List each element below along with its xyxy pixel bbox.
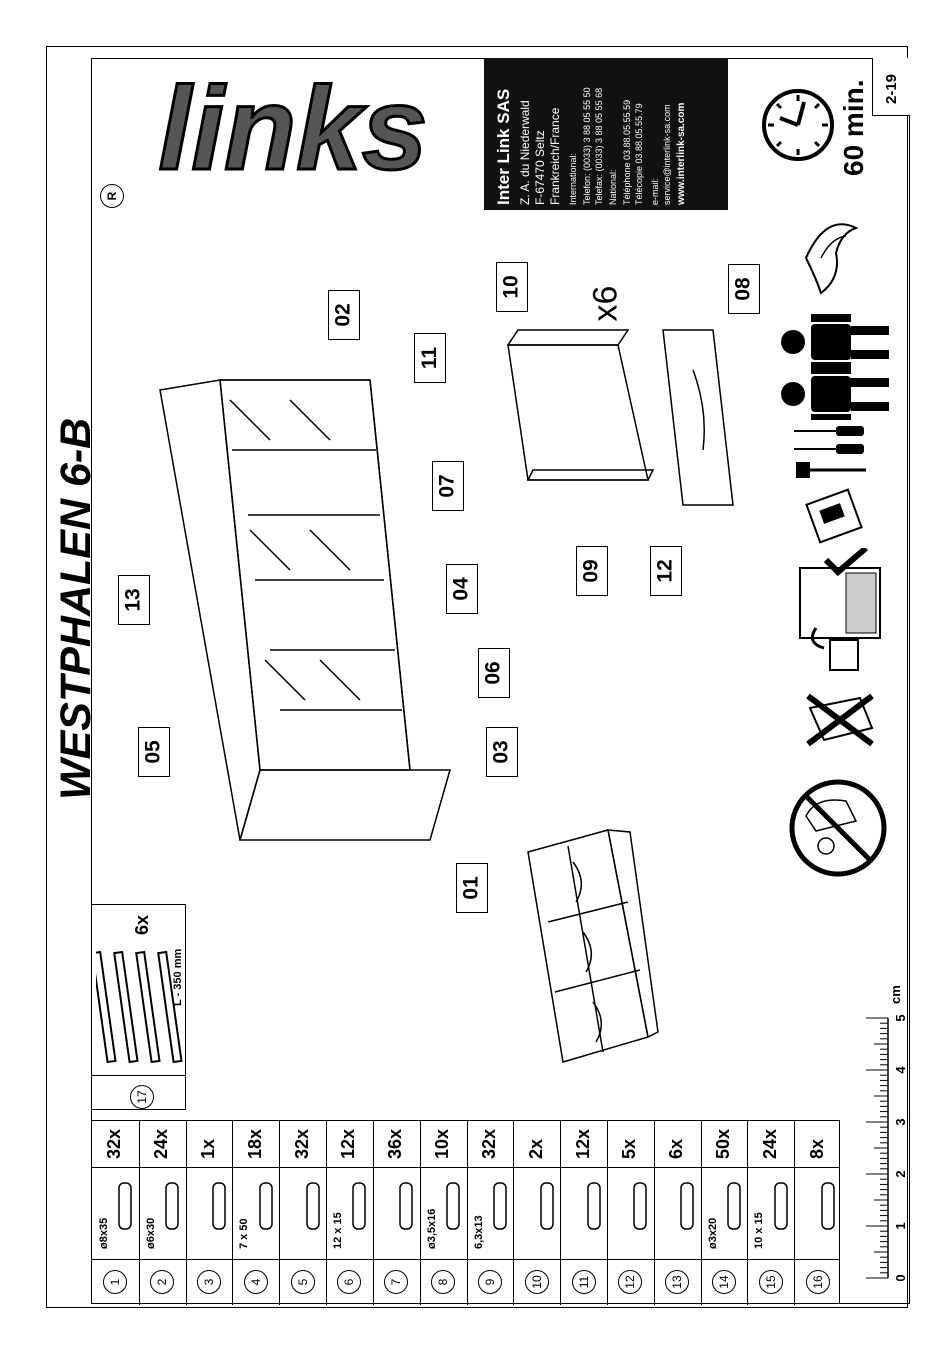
part-quantity: 24x — [151, 1128, 172, 1159]
panel-label-07: 07 — [432, 461, 464, 511]
ruler-label: 0 — [893, 1274, 908, 1282]
part-quantity: 1x — [198, 1138, 219, 1159]
slide-part-divider — [91, 1075, 186, 1076]
part-hardware-icon — [158, 1177, 188, 1237]
ruler-label: 5 — [893, 1014, 908, 1022]
parts-column-divider — [513, 1121, 514, 1305]
drawer-quantity: x6 — [586, 285, 625, 322]
parts-column-divider — [139, 1121, 140, 1305]
page-title: WESTPHALEN 6-B — [52, 417, 100, 800]
panel-label-06: 06 — [478, 648, 510, 698]
part-hardware-icon — [814, 1177, 844, 1237]
intl-telephone: Telefon: (0033) 3 88 05 55 50 — [582, 87, 592, 205]
part-spec: 7 x 50 — [238, 1218, 251, 1249]
ruler-label: 2 — [893, 1170, 908, 1178]
ruler-label: 1 — [893, 1222, 908, 1230]
part-spec: ø8x35 — [98, 1217, 110, 1249]
national-telephone: Téléphone 03.88.05.55.59 — [622, 99, 632, 205]
part-hardware-icon — [345, 1177, 375, 1237]
no-box-cutter-icon — [800, 688, 880, 752]
panel-label-02: 02 — [328, 290, 360, 340]
hook-icon — [796, 208, 866, 300]
brand-logo — [98, 58, 488, 218]
parts-column-divider — [701, 1121, 702, 1305]
part-quantity: 12x — [338, 1128, 359, 1159]
two-persons-icon — [776, 312, 892, 422]
parts-column-divider — [279, 1121, 280, 1305]
company-address3: Frankreich/France — [548, 107, 562, 205]
intl-fax: Telefax: (0033) 3 88 05 55 68 — [594, 87, 604, 205]
part-quantity: 36x — [385, 1128, 406, 1159]
parts-column-divider — [607, 1121, 608, 1305]
panel-label-10: 10 — [496, 262, 528, 312]
part-number: 2 — [150, 1270, 174, 1294]
part-number: 15 — [759, 1270, 783, 1294]
panel-label-01: 01 — [456, 863, 488, 913]
part-hardware-icon — [673, 1177, 703, 1237]
part-quantity: 32x — [478, 1128, 499, 1159]
part-hardware-icon — [767, 1177, 797, 1237]
part-number: 4 — [244, 1270, 268, 1294]
website: www.interlink-sa.com — [676, 102, 687, 205]
panel-label-12: 12 — [650, 546, 682, 596]
part-hardware-icon — [439, 1177, 469, 1237]
panel-label-11: 11 — [414, 333, 446, 383]
desk-icon — [796, 548, 888, 678]
ruler-label: 3 — [893, 1118, 908, 1126]
ruler-unit: cm — [888, 985, 903, 1004]
part-quantity: 5x — [619, 1138, 640, 1159]
company-name: Inter Link SAS — [494, 88, 513, 205]
part-hardware-icon — [720, 1177, 750, 1237]
part-spec: ø3,5x16 — [425, 1208, 438, 1249]
parts-table — [91, 1120, 840, 1304]
company-address1: Z. A. du Niederwald — [518, 100, 532, 205]
email-label: e-mail: — [650, 177, 660, 205]
part-hardware-icon — [533, 1177, 563, 1237]
national-fax: Télécopie 03.88.05.55.79 — [634, 103, 644, 205]
clock-icon — [758, 80, 838, 170]
part-quantity: 32x — [104, 1128, 125, 1159]
part-number: 8 — [431, 1270, 455, 1294]
registered-mark: R — [100, 184, 124, 208]
parts-column-divider — [373, 1121, 374, 1305]
panel-label-05: 05 — [138, 727, 170, 777]
svg-text:links: links — [158, 63, 428, 196]
part-hardware-icon — [252, 1177, 282, 1237]
part-quantity: 6x — [666, 1138, 687, 1159]
drill-icon — [800, 486, 866, 546]
part-hardware-icon — [205, 1177, 235, 1237]
intl-label: International: — [568, 152, 578, 205]
part-number: 11 — [572, 1270, 596, 1294]
part-number: 12 — [618, 1270, 642, 1294]
part-quantity: 24x — [759, 1128, 780, 1159]
part-quantity: 50x — [712, 1128, 733, 1159]
part-spec: ø3x20 — [706, 1217, 719, 1249]
slide-qty: 6x — [132, 914, 152, 935]
assembled-cabinet-view — [518, 822, 668, 1072]
no-children-icon — [786, 776, 890, 880]
parts-column-divider — [794, 1121, 795, 1305]
panel-label-04: 04 — [446, 564, 478, 614]
parts-column-divider — [654, 1121, 655, 1305]
part-hardware-icon — [626, 1177, 656, 1237]
part-number: 13 — [665, 1270, 689, 1294]
part-number: 3 — [197, 1270, 221, 1294]
national-label: National: — [608, 169, 618, 205]
panel-label-03: 03 — [486, 727, 518, 777]
parts-column-divider — [232, 1121, 233, 1305]
part-number: 5 — [291, 1270, 315, 1294]
parts-column-divider — [560, 1121, 561, 1305]
doc-code: 2-19 — [883, 73, 900, 104]
part-number-17: 17 — [130, 1085, 154, 1109]
part-quantity: 32x — [291, 1128, 312, 1159]
part-number: 10 — [525, 1270, 549, 1294]
slide-length: L - 350 mm — [172, 948, 184, 1006]
part-hardware-icon — [486, 1177, 516, 1237]
part-spec: 6,3x13 — [472, 1215, 485, 1249]
company-address2: F-67470 Seltz — [533, 130, 547, 205]
email-address: service@interlink-sa.com — [662, 104, 672, 205]
tools-icon — [786, 420, 882, 482]
part-spec: 12 x 15 — [332, 1212, 345, 1249]
part-number: 7 — [384, 1270, 408, 1294]
part-hardware-icon — [111, 1177, 141, 1237]
part-number: 1 — [103, 1270, 127, 1294]
part-quantity: 18x — [244, 1128, 265, 1159]
part-spec: 10 x 15 — [753, 1212, 766, 1249]
part-number: 14 — [712, 1270, 736, 1294]
ruler-label: 4 — [893, 1066, 908, 1074]
parts-column-divider — [467, 1121, 468, 1305]
panel-label-13: 13 — [118, 575, 150, 625]
parts-column-divider — [186, 1121, 187, 1305]
part-quantity: 10x — [432, 1128, 453, 1159]
part-hardware-icon — [299, 1177, 329, 1237]
part-number: 6 — [337, 1270, 361, 1294]
part-number: 16 — [806, 1270, 830, 1294]
cm-ruler — [856, 1000, 910, 1300]
assembly-time: 60 min. — [838, 79, 869, 176]
parts-column-divider — [420, 1121, 421, 1305]
part-number: 9 — [478, 1270, 502, 1294]
parts-column-divider — [747, 1121, 748, 1305]
part-spec: ø6x30 — [144, 1217, 157, 1249]
part-quantity: 8x — [806, 1138, 827, 1159]
part-hardware-icon — [392, 1177, 422, 1237]
part-quantity: 2x — [525, 1138, 546, 1159]
parts-column-divider — [326, 1121, 327, 1305]
part-hardware-icon — [580, 1177, 610, 1237]
part-quantity: 12x — [572, 1128, 593, 1159]
panel-label-08: 08 — [728, 264, 760, 314]
panel-label-09: 09 — [576, 546, 608, 596]
cabinet-exploded-view — [150, 370, 470, 850]
